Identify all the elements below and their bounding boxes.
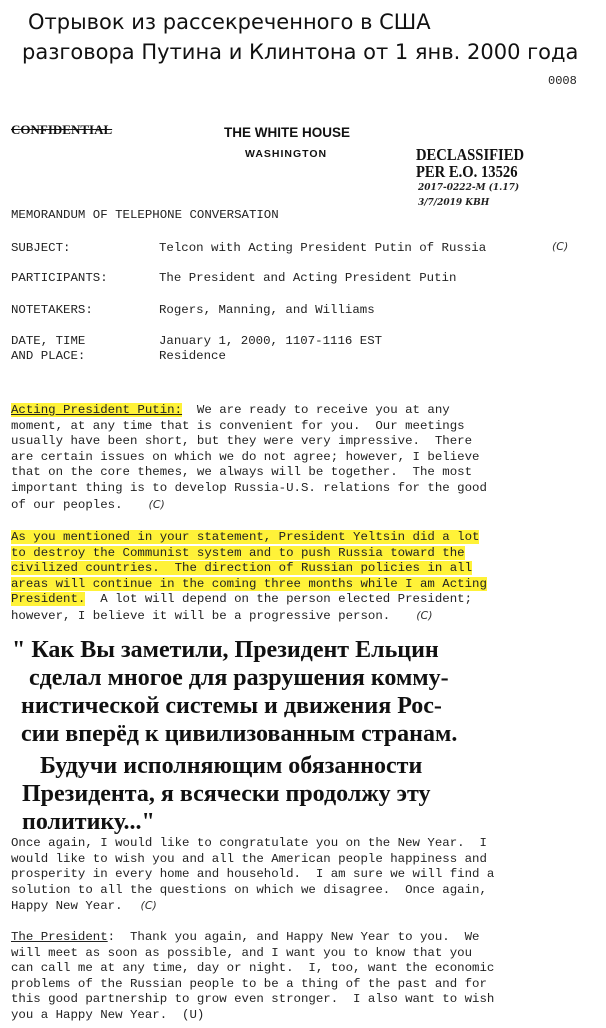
document-type: MEMORANDUM OF TELEPHONE CONVERSATION xyxy=(11,208,279,222)
title-line-2: разговора Путина и Клинтона от 1 янв. 2000 года xyxy=(22,40,579,64)
paragraph-putin-1: Acting President Putin: We are ready to receive you at any moment, at any time that is convenient for you. Our meetings usually have been short, but they were very impressive. There are certain issues on which we do not agree; however, I believe that on the core themes, we always will be together. The most important thing is to develop Russia-U.S. relations for the good of our peoples. (C) xyxy=(11,403,487,512)
field-value-notetakers: Rogers, Manning, and Williams xyxy=(159,303,375,317)
speaker-president: The President xyxy=(11,930,108,944)
paragraph-president: The President: Thank you again, and Happy New Year to you. We will meet as soon as possible, and I want you to know that you can call me at any time, day or night. I, too, want the economic problems of the Russian people to be a thing of the past and for this good partnership to grow even stronger. I also want to wish you a Happy New Year. (U) xyxy=(11,930,495,1022)
field-value-subject: Telcon with Acting President Putin of Russia xyxy=(159,241,487,255)
highlighted-line: President. xyxy=(11,592,86,607)
highlighted-line: As you mentioned in your statement, President Yeltsin did a lot xyxy=(11,530,480,544)
declassified-stamp-line-1: DECLASSIFIED xyxy=(416,145,525,164)
paragraph-putin-3: Once again, I would like to congratulate you on the New Year. I would like to wish you and all the American people happiness and prosperity in every home and household. I am sure we will find a solution to all the questions on which we disagree. Once again, Happy New Year. (C) xyxy=(11,836,495,914)
field-value-place: Residence xyxy=(159,349,226,363)
field-value-participants: The President and Acting President Putin xyxy=(159,271,457,285)
highlighted-line: civilized countries. The direction of Russian policies in all xyxy=(11,561,473,576)
russian-quote-line-3: нистической системы и движения Рос- xyxy=(21,693,442,719)
declassified-stamp-line-2: PER E.O. 13526 xyxy=(416,162,518,181)
white-house-heading: THE WHITE HOUSE xyxy=(224,125,351,140)
russian-quote-line-5: Будучи исполняющим обязанности xyxy=(40,753,423,779)
speaker-putin: Acting President Putin: xyxy=(11,403,183,417)
title-line-1: Отрывок из рассекреченного в США xyxy=(28,10,431,34)
handwritten-reference: 2017-0222-M (1.17) xyxy=(418,183,520,193)
field-label-participants: PARTICIPANTS: xyxy=(11,271,108,285)
russian-quote-line-2: сделал многое для разрушения комму- xyxy=(29,665,449,691)
russian-quote-line-6: Президента, я всячески продолжу эту xyxy=(22,781,431,807)
field-label-notetakers: NOTETAKERS: xyxy=(11,303,93,317)
city-heading: WASHINGTON xyxy=(245,148,328,160)
page-number: 0008 xyxy=(548,74,577,88)
field-label-date-time: DATE, TIME xyxy=(11,334,86,348)
russian-quote-line-1: " Как Вы заметили, Президент Ельцин xyxy=(12,637,439,663)
russian-quote-line-4: сии вперёд к цивилизованным странам. xyxy=(21,721,458,747)
highlighted-line: areas will continue in the coming three months while I am Acting xyxy=(11,576,487,591)
field-value-date-time: January 1, 2000, 1107-1116 EST xyxy=(159,334,383,348)
paragraph-putin-2: As you mentioned in your statement, President Yeltsin did a lot to destroy the Communist system and to push Russia toward the civilized countries. The direction of Russian policies in all areas will continue in the coming three months while I am Acting President. A lot will depend on the person elected President; however, I believe it will be a progressive person. (C) xyxy=(11,530,487,623)
field-label-place: AND PLACE: xyxy=(11,349,86,363)
field-label-subject: SUBJECT: xyxy=(11,241,71,255)
russian-quote-line-7: политику..." xyxy=(22,809,155,835)
handwritten-date: 3/7/2019 KBH xyxy=(418,198,490,208)
classification-mark: (C) xyxy=(552,240,569,253)
highlighted-line: to destroy the Communist system and to push Russia toward the xyxy=(11,545,465,560)
classification-stamp: CONFIDENTIAL xyxy=(11,122,113,137)
